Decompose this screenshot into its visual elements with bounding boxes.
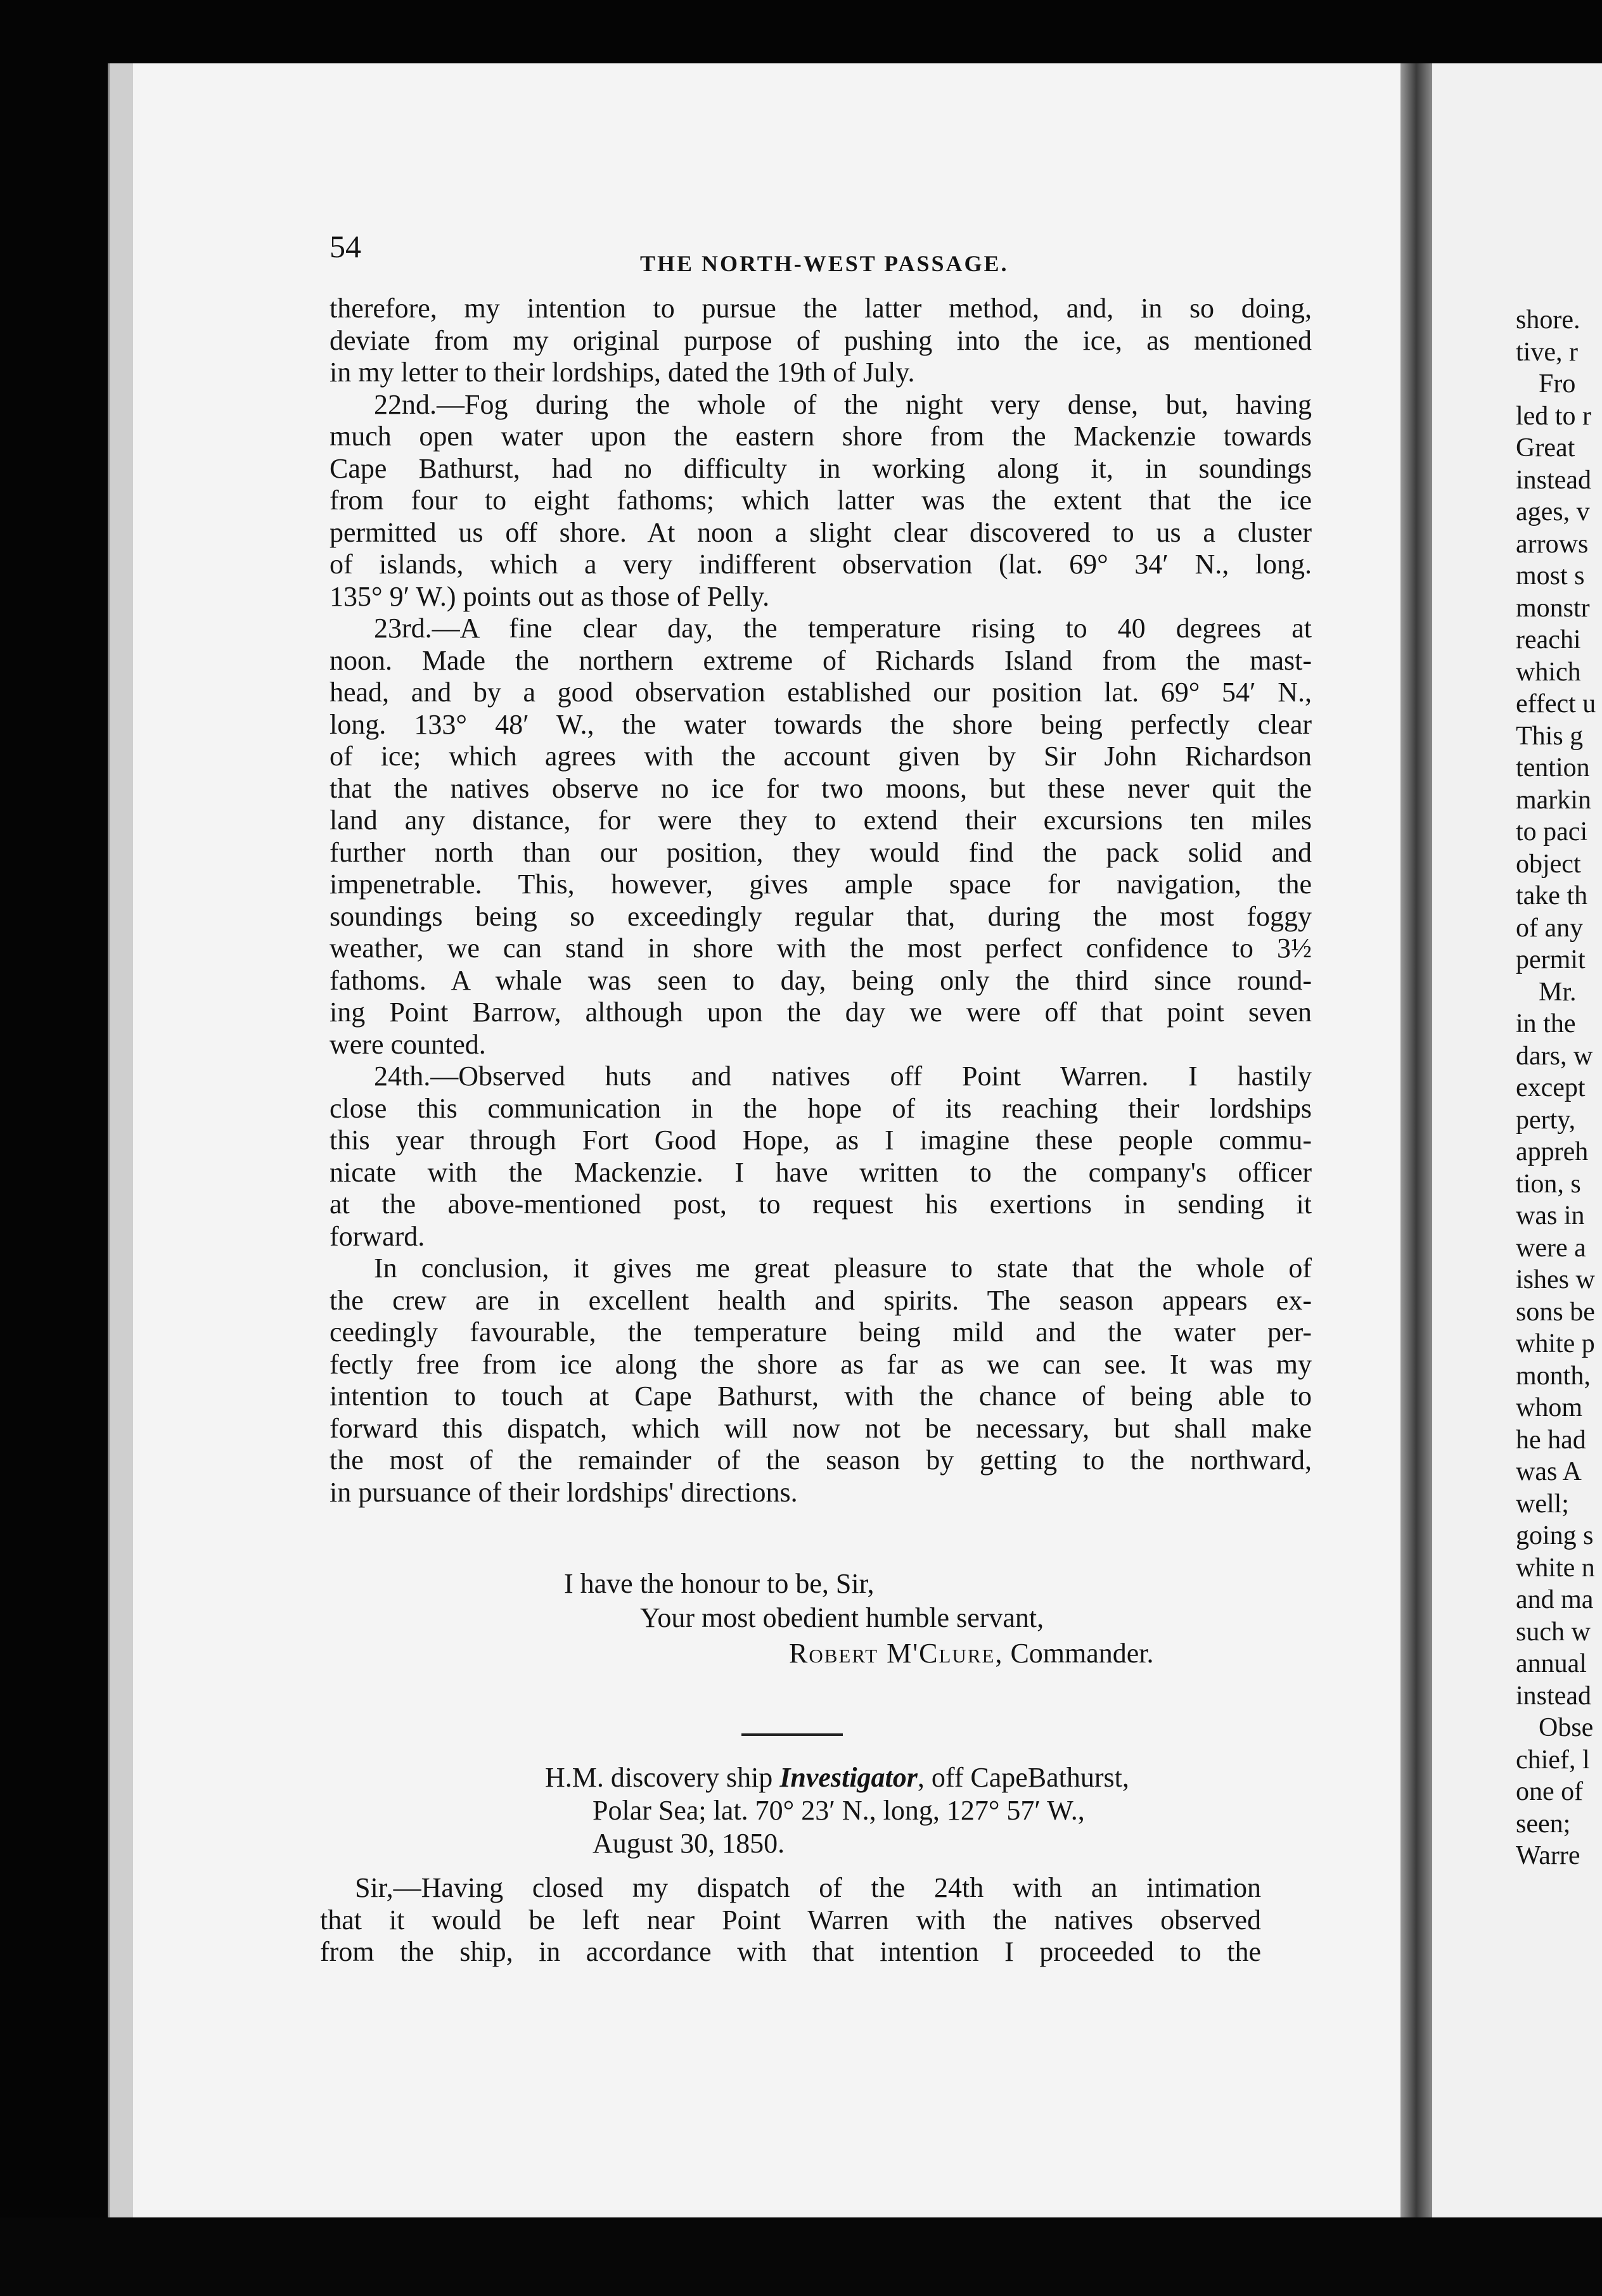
letter-header-date: August 30, 1850. xyxy=(593,1828,785,1859)
facing-line: month, xyxy=(1516,1361,1591,1391)
facing-line: led to r xyxy=(1516,401,1591,431)
facing-line: ages, v xyxy=(1516,497,1590,526)
facing-line: one of xyxy=(1516,1777,1584,1806)
scan-border-bottom xyxy=(0,2217,1602,2296)
facing-line: take th xyxy=(1516,881,1588,910)
section-divider xyxy=(741,1733,843,1736)
signature-name: Robert M'Clure, xyxy=(789,1638,1004,1669)
facing-line: arrows xyxy=(1516,529,1589,559)
facing-line: Obse xyxy=(1539,1713,1594,1742)
facing-line: sons be xyxy=(1516,1297,1595,1327)
facing-line: monstr xyxy=(1516,593,1590,623)
facing-line: except xyxy=(1516,1073,1586,1102)
facing-line: This g xyxy=(1516,721,1584,751)
text-line: forward. xyxy=(330,1220,425,1252)
text-line: deviate from my original purpose of pushing into the ice, as mentioned xyxy=(330,324,1312,356)
text-line: impenetrable. This, however, gives ample space for navigation, the xyxy=(330,869,1312,900)
letter-header-suffix: , off CapeBathurst, xyxy=(917,1762,1129,1793)
scan-border-top xyxy=(0,0,1602,63)
facing-line: dars, w xyxy=(1516,1041,1593,1071)
letter-header-line: Polar Sea; lat. 70° 23′ N., long, 127° 57′ W., xyxy=(593,1795,1085,1826)
facing-line: Mr. xyxy=(1539,977,1577,1007)
facing-line: object xyxy=(1516,849,1581,879)
text-line: weather, we can stand in shore with the most perfect confidence to 3½ xyxy=(330,933,1312,964)
facing-line: to paci xyxy=(1516,817,1588,846)
facing-line: permit xyxy=(1516,945,1586,974)
text-line: Sir,—Having closed my dispatch of the 24th with an intimation xyxy=(355,1872,1261,1903)
text-line: close this communication in the hope of its reaching their lordships xyxy=(330,1092,1312,1124)
text-line: forward this dispatch, which will now not be necessary, but shall make xyxy=(330,1412,1312,1444)
facing-line: he had xyxy=(1516,1425,1586,1455)
text-line: 22nd.—Fog during the whole of the night very dense, but, having xyxy=(374,388,1312,420)
signature-rank: Commander. xyxy=(1003,1638,1154,1669)
text-line: intention to touch at Cape Bathurst, with the chance of being able to xyxy=(330,1381,1312,1412)
closing-salutation: I have the honour to be, Sir, xyxy=(564,1568,875,1599)
facing-line: white n xyxy=(1516,1553,1595,1583)
text-line: fectly free from ice along the shore as far as we can see. It was my xyxy=(330,1348,1312,1380)
facing-line: such w xyxy=(1516,1617,1591,1647)
text-line: soundings being so exceedingly regular that, during the most foggy xyxy=(330,900,1312,932)
facing-line: was in xyxy=(1516,1201,1585,1230)
page-edge xyxy=(108,63,135,2217)
facing-line: shore. xyxy=(1516,305,1580,335)
facing-line: most s xyxy=(1516,561,1585,590)
facing-line: chief, l xyxy=(1516,1745,1590,1775)
closing-servant: Your most obedient humble servant, xyxy=(640,1602,1044,1633)
facing-line: tion, s xyxy=(1516,1169,1581,1199)
facing-line: markin xyxy=(1516,785,1591,815)
text-line: from four to eight fathoms; which latter was the extent that the ice xyxy=(330,485,1312,516)
facing-line: and ma xyxy=(1516,1585,1594,1614)
text-line: from the ship, in accordance with that intention I proceeded to the xyxy=(320,1936,1261,1967)
text-line: 23rd.—A fine clear day, the temperature rising to 40 degrees at xyxy=(374,613,1312,644)
facing-line: Great xyxy=(1516,433,1575,462)
facing-line: whom xyxy=(1516,1393,1582,1422)
text-line: of ice; which agrees with the account given by Sir John Richardson xyxy=(330,741,1312,772)
text-line: of islands, which a very indifferent observation (lat. 69° 34′ N., long. xyxy=(330,549,1312,580)
scan-border-left xyxy=(0,0,108,2296)
facing-line: instead xyxy=(1516,1681,1591,1711)
running-head: THE NORTH-WEST PASSAGE. xyxy=(640,251,1009,276)
facing-line: annual xyxy=(1516,1649,1587,1678)
text-line: fathoms. A whale was seen to day, being only the third since round- xyxy=(330,964,1312,996)
letter-header xyxy=(545,1761,1129,1860)
facing-line: were a xyxy=(1516,1233,1586,1263)
text-line: further north than our position, they would find the pack solid and xyxy=(330,836,1312,868)
text-line: at the above-mentioned post, to request his exertions in sending it xyxy=(330,1189,1312,1220)
facing-line: seen; xyxy=(1516,1809,1571,1839)
letter-header-prefix: H.M. discovery ship xyxy=(545,1762,780,1793)
facing-line: tention xyxy=(1516,753,1590,782)
text-line: the crew are in excellent health and spirits. The season appears ex- xyxy=(330,1284,1312,1316)
facing-line: was A xyxy=(1516,1457,1582,1486)
text-line: the most of the remainder of the season by getting to the northward, xyxy=(330,1445,1312,1476)
text-line: this year through Fort Good Hope, as I imagine these people commu- xyxy=(330,1125,1312,1156)
text-line: head, and by a good observation established our position lat. 69° 54′ N., xyxy=(330,677,1312,708)
body-text xyxy=(330,293,1312,1508)
facing-page-text xyxy=(1516,304,1602,1872)
text-line: in pursuance of their lordships' directions. xyxy=(330,1476,798,1508)
facing-line: which xyxy=(1516,657,1581,687)
text-line: ing Point Barrow, although upon the day we were off that point seven xyxy=(330,997,1312,1028)
facing-line: white p xyxy=(1516,1329,1595,1358)
text-line: In conclusion, it gives me great pleasure to state that the whole of xyxy=(374,1253,1312,1284)
text-line: much open water upon the eastern shore from the Mackenzie towards xyxy=(330,421,1312,452)
text-line: that the natives observe no ice for two moons, but these never quit the xyxy=(330,772,1312,804)
facing-line: of any xyxy=(1516,913,1584,943)
facing-line: effect u xyxy=(1516,689,1596,718)
text-line: permitted us off shore. At noon a slight clear discovered to us a cluster xyxy=(330,516,1312,548)
facing-line: ishes w xyxy=(1516,1265,1595,1294)
page-number: 54 xyxy=(330,229,361,264)
signature xyxy=(789,1637,1154,1670)
letter-body xyxy=(320,1872,1261,1968)
facing-line: instead xyxy=(1516,465,1591,495)
text-line: 24th.—Observed huts and natives off Point Warren. I hastily xyxy=(374,1061,1312,1092)
text-line: long. 133° 48′ W., the water towards the shore being perfectly clear xyxy=(330,708,1312,740)
facing-line: Fro xyxy=(1539,369,1576,399)
text-line: noon. Made the northern extreme of Richards Island from the mast- xyxy=(330,644,1312,676)
facing-line: reachi xyxy=(1516,625,1581,654)
text-line: Cape Bathurst, had no difficulty in working along it, in soundings xyxy=(330,452,1312,484)
text-line: were counted. xyxy=(330,1028,486,1060)
text-line: in my letter to their lordships, dated the 19th of July. xyxy=(330,357,915,388)
facing-line: well; xyxy=(1516,1489,1569,1519)
text-line: land any distance, for were they to extend their excursions ten miles xyxy=(330,805,1312,836)
letter-header-line xyxy=(545,1761,1129,1794)
book-gutter xyxy=(1400,63,1432,2217)
facing-line: going s xyxy=(1516,1521,1594,1550)
text-line: ceedingly favourable, the temperature being mild and the water per- xyxy=(330,1317,1312,1348)
text-line: 135° 9′ W.) points out as those of Pelly. xyxy=(330,580,770,612)
facing-line: tive, r xyxy=(1516,337,1578,367)
facing-line: perty, xyxy=(1516,1105,1576,1135)
text-line: that it would be left near Point Warren with the natives observed xyxy=(320,1904,1261,1936)
facing-line: Warre xyxy=(1516,1841,1580,1870)
facing-line: in the xyxy=(1516,1009,1576,1038)
ship-name: Investigator xyxy=(779,1762,918,1793)
facing-line: appreh xyxy=(1516,1137,1589,1166)
text-line: therefore, my intention to pursue the latter method, and, in so doing, xyxy=(330,293,1312,324)
text-line: nicate with the Mackenzie. I have written to the company's officer xyxy=(330,1156,1312,1188)
